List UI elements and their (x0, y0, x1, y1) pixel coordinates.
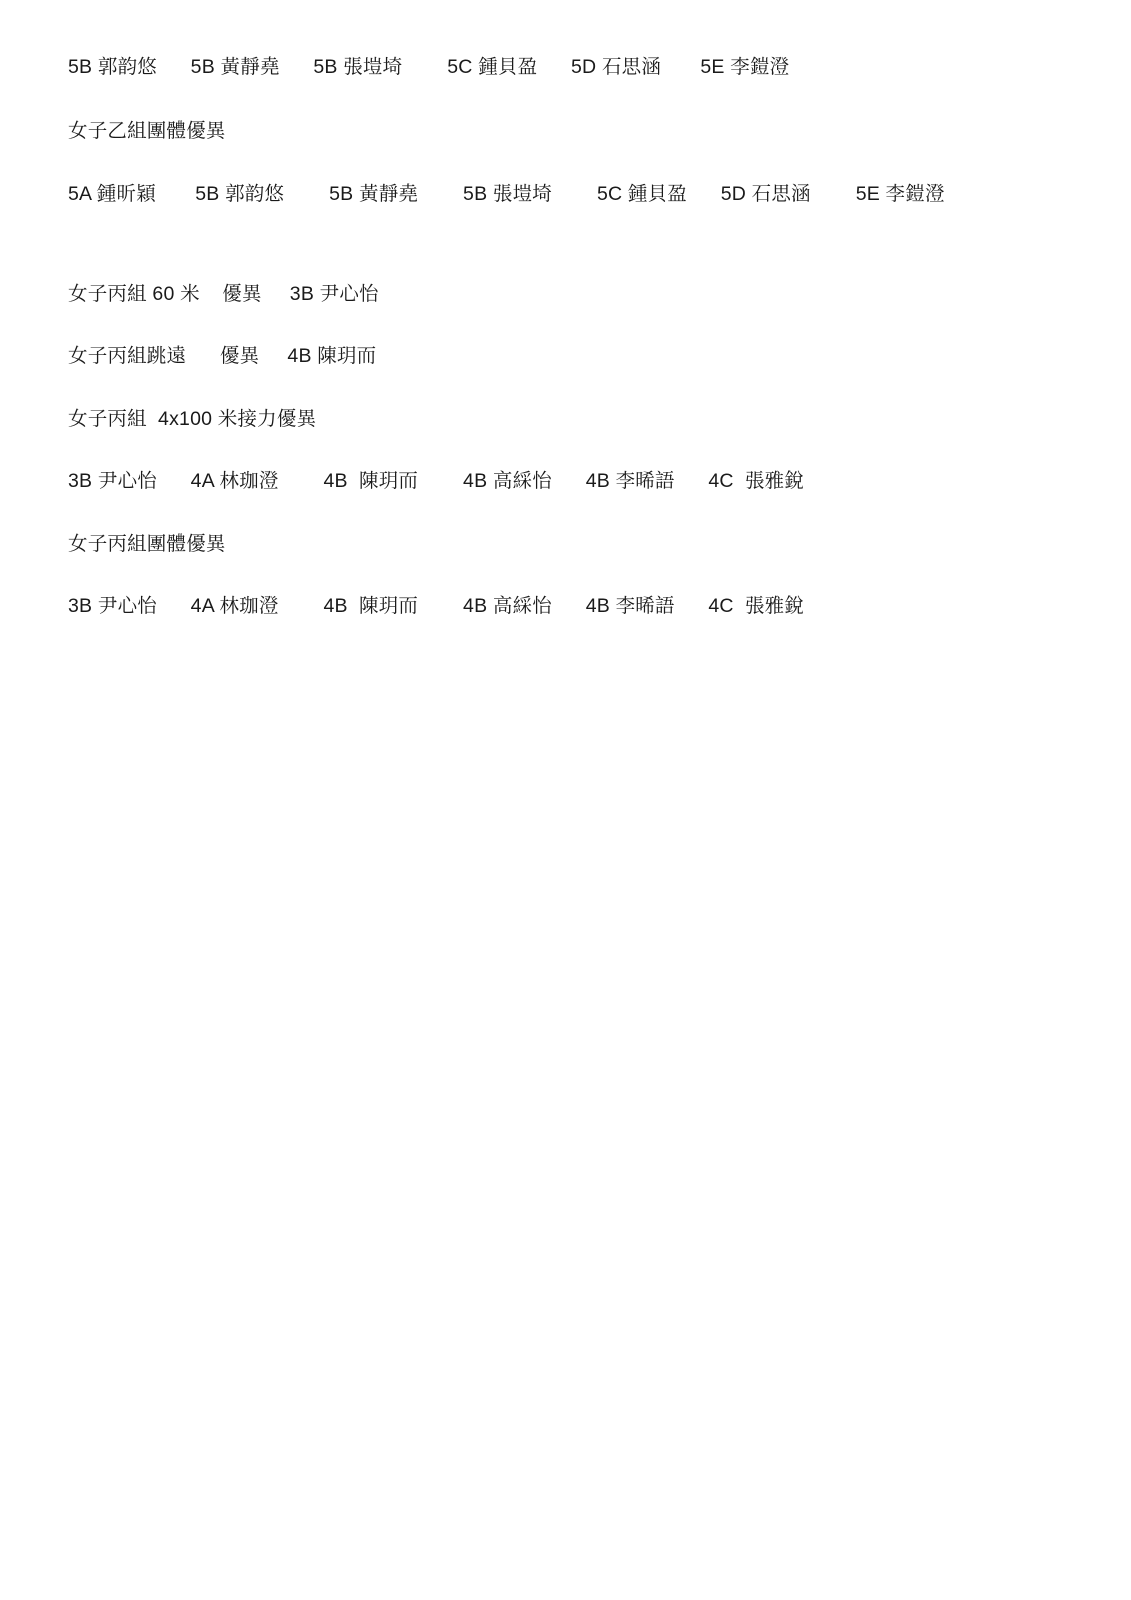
section-spacer (68, 205, 1063, 241)
result-heading-girls-c-team-merit: 女子丙組團體優異 (68, 532, 226, 555)
line-spacer (68, 492, 1063, 535)
result-line-girls-b-team-members: 5A 鍾昕穎 5B 郭韵悠 5B 黃靜堯 5B 張塏埼 5C 鍾貝盈 5D 石思涵 5E 李鎧澄 (68, 183, 945, 205)
line-spacer (68, 241, 1063, 285)
result-line-girls-c-60m: 女子丙組 60 米 優異 3B 尹心怡 (68, 282, 379, 305)
line-spacer (68, 78, 1063, 122)
result-line-girls-c-team-members: 3B 尹心怡 4A 林珈澄 4B 陳玥而 4B 高綵怡 4B 李晞語 4C 張雅銳 (68, 595, 805, 617)
line-spacer (68, 367, 1063, 410)
line-spacer (68, 554, 1063, 597)
result-line-girls-b-relay-members-cont: 5B 郭韵悠 5B 黃靜堯 5B 張塏埼 5C 鍾貝盈 5D 石思涵 5E 李鎧澄 (68, 56, 790, 78)
line-spacer (68, 304, 1063, 347)
result-line-girls-c-long-jump: 女子丙組跳遠 優異 4B 陳玥而 (68, 345, 377, 367)
line-spacer (68, 429, 1063, 472)
line-spacer (68, 141, 1063, 185)
result-heading-girls-c-relay-merit: 女子丙組 4x100 米接力優異 (68, 407, 317, 430)
result-heading-girls-b-team-merit: 女子乙組團體優異 (68, 119, 226, 142)
result-line-girls-c-relay-members: 3B 尹心怡 4A 林珈澄 4B 陳玥而 4B 高綵怡 4B 李晞語 4C 張雅銳 (68, 470, 805, 492)
